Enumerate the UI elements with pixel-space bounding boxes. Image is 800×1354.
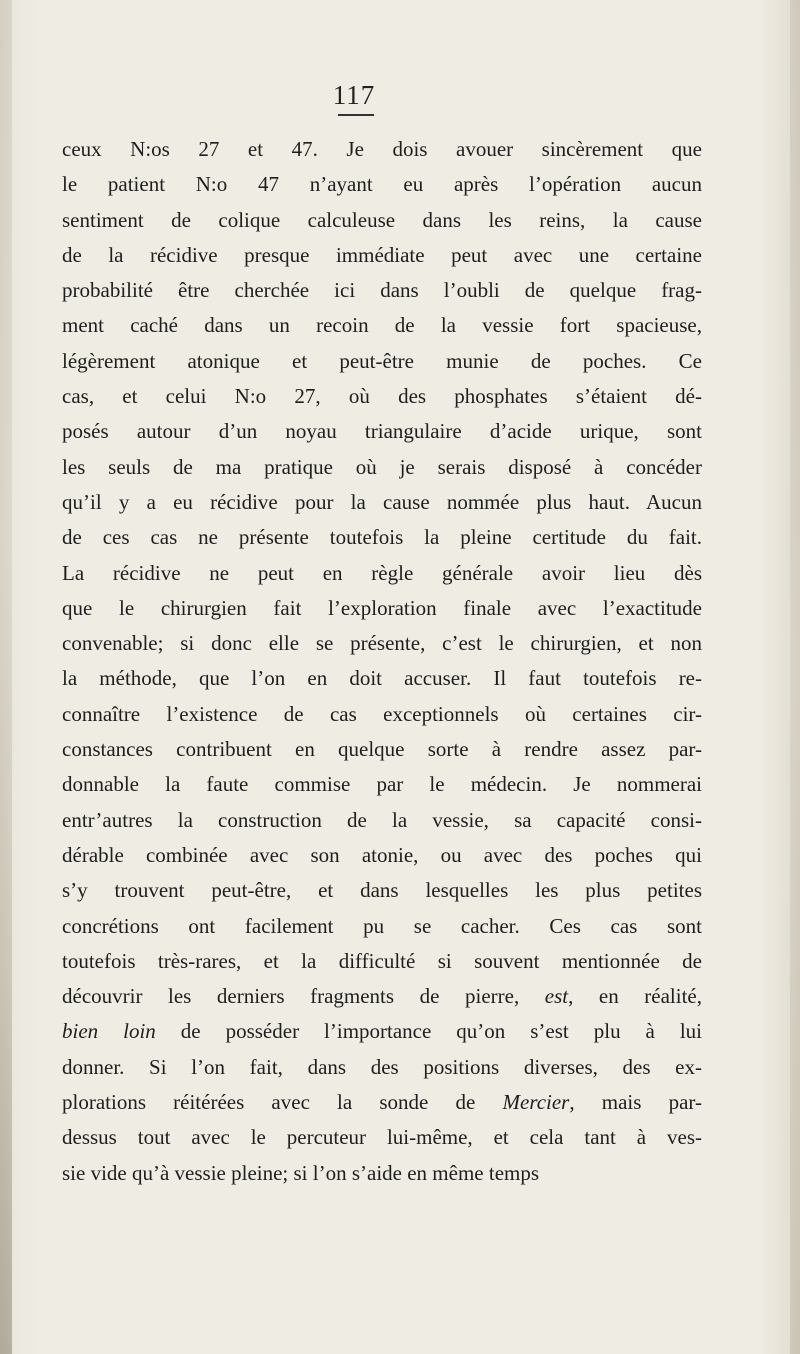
- text-segment: dessus tout avec le percuteur lui-même, et cela tant à ves-: [62, 1125, 702, 1150]
- text-line: [62, 944, 702, 979]
- text-segment: La récidive ne peut en règle générale avoir lieu dès: [62, 560, 702, 585]
- text-line: [62, 767, 702, 802]
- body-text: [62, 132, 702, 1191]
- text-segment: donner. Si l’on fait, dans des positions diverses, des ex-: [62, 1054, 702, 1079]
- text-line: [62, 1014, 702, 1049]
- text-line: [62, 520, 702, 555]
- page-number-underline: [338, 114, 374, 116]
- text-line: [62, 344, 702, 379]
- text-line: [62, 873, 702, 908]
- text-segment: connaître l’existence de cas exceptionnels où certaines cir-: [62, 701, 702, 726]
- text-segment: que le chirurgien fait l’exploration finale avec l’exactitude: [62, 595, 702, 620]
- italic-text: bien loin: [62, 1019, 156, 1044]
- text-line: [62, 909, 702, 944]
- page-number: 117: [332, 80, 376, 110]
- text-segment: de ces cas ne présente toutefois la pleine certitude du fait.: [62, 525, 702, 550]
- italic-text: est: [544, 984, 569, 1009]
- text-segment: concrétions ont facilement pu se cacher. Ces cas sont: [62, 913, 702, 938]
- text-line: [62, 556, 702, 591]
- text-line: [62, 485, 702, 520]
- text-line: [62, 203, 702, 238]
- text-line: [62, 1050, 702, 1085]
- text-line: [62, 1120, 702, 1155]
- text-line: [62, 414, 702, 449]
- text-segment: sie vide qu’à vessie pleine; si l’on s’aide en même temps: [62, 1160, 540, 1185]
- text-segment: donnable la faute commise par le médecin. Je nommerai: [62, 772, 702, 797]
- text-segment: qu’il y a eu récidive pour la cause nommée plus haut. Aucun: [62, 489, 702, 514]
- text-line: [62, 1156, 702, 1191]
- text-segment: le patient N:o 47 n’ayant eu après l’opération aucun: [62, 172, 702, 197]
- text-line: [62, 273, 702, 308]
- italic-text: Mercier: [502, 1090, 570, 1115]
- text-segment: ceux N:os 27 et 47. Je dois avouer sincèrement que: [62, 137, 702, 161]
- text-segment: découvrir les derniers fragments de pierre,: [62, 984, 545, 1009]
- text-segment: ment caché dans un recoin de la vessie fort spacieuse,: [62, 313, 702, 338]
- text-segment: , en réalité,: [568, 984, 703, 1009]
- text-segment: de la récidive presque immédiate peut avec une certaine: [62, 242, 702, 267]
- text-segment: cas, et celui N:o 27, où des phosphates s’étaient dé-: [62, 384, 702, 409]
- text-segment: toutefois très-rares, et la difficulté si souvent mentionnée de: [62, 948, 702, 973]
- page-edge-shadow: [790, 0, 800, 1354]
- text-line: [62, 591, 702, 626]
- text-line: [62, 979, 702, 1014]
- text-line: [62, 838, 702, 873]
- text-segment: la méthode, que l’on en doit accuser. Il faut toutefois re-: [62, 666, 702, 691]
- text-segment: de posséder l’importance qu’on s’est plu à lui: [155, 1019, 703, 1044]
- page-gutter-shadow: [0, 0, 12, 1354]
- text-line: [62, 661, 702, 696]
- text-line: [62, 450, 702, 485]
- text-line: [62, 803, 702, 838]
- text-segment: convenable; si donc elle se présente, c’est le chirurgien, et non: [62, 631, 702, 656]
- text-segment: sentiment de colique calculeuse dans les reins, la cause: [62, 207, 702, 232]
- text-segment: posés autour d’un noyau triangulaire d’acide urique, sont: [62, 419, 702, 444]
- text-line: [62, 132, 702, 167]
- text-segment: dérable combinée avec son atonie, ou avec des poches qui: [62, 842, 702, 867]
- text-line: [62, 697, 702, 732]
- text-segment: probabilité être cherchée ici dans l’oubli de quelque frag-: [62, 278, 702, 303]
- text-line: [62, 167, 702, 202]
- text-segment: , mais par-: [569, 1090, 702, 1115]
- text-line: [62, 626, 702, 661]
- text-line: [62, 238, 702, 273]
- text-segment: entr’autres la construction de la vessie, sa capacité consi-: [62, 807, 702, 832]
- text-segment: les seuls de ma pratique où je serais disposé à concéder: [62, 454, 702, 479]
- text-segment: légèrement atonique et peut-être munie de poches. Ce: [62, 348, 702, 373]
- text-line: [62, 379, 702, 414]
- text-segment: s’y trouvent peut-être, et dans lesquelles les plus petites: [62, 878, 702, 903]
- text-line: [62, 308, 702, 343]
- text-segment: plorations réitérées avec la sonde de: [62, 1090, 503, 1115]
- text-line: [62, 1085, 702, 1120]
- text-segment: constances contribuent en quelque sorte à rendre assez par-: [62, 737, 702, 762]
- text-line: [62, 732, 702, 767]
